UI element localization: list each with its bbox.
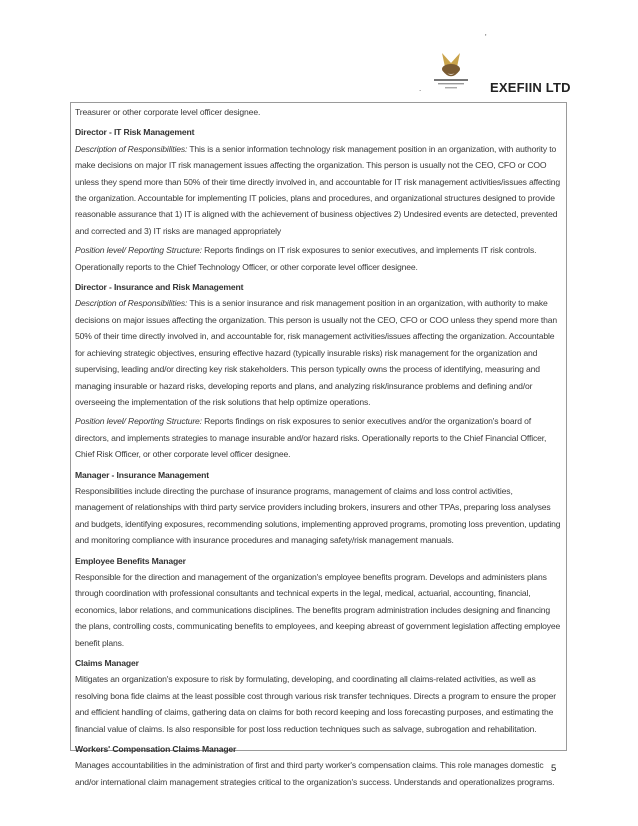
section-body-insurance-manager: Responsibilities include directing the purchase of insurance programs, management of claims and loss control activities, management of relationships with third party service providers including brokers, insurers and other TPAs, preparing loss analyses and budgets, identifying exposures, recommending solutions, implementing approved programs, promoting loss prevention, updating and monitoring compliance with insurance procedures and managing safety/risk management manuals. (75, 485, 561, 546)
section-pos-it-risk (75, 242, 561, 275)
section-title-insurance-risk: Director - Insurance and Risk Management (75, 282, 244, 293)
company-logo-icon (428, 49, 474, 95)
section-title-benefits-manager: Employee Benefits Manager (75, 555, 186, 566)
section-title-insurance-manager: Manager - Insurance Management (75, 469, 209, 480)
pos-text: Reports findings on risk exposures to senior executives and/or the organization's board of directors, and implements strategies to manage insurable and/or hazard risks. Operationally reports to the Chief Financial Officer, Chief Risk Officer, or other corporate level officer designee. (75, 416, 547, 460)
stray-mark: . (419, 84, 422, 93)
desc-text: This is a senior information technology risk management position in an organization, with authority to make decisions on major IT risk management issues affecting the organization. This person is usually not the CEO, CFO or COO unless they spend more than 50% of their time directly involved in, and accountable for IT risk management activities/issues affecting the organization. Accountable for implementing IT policies, plans and procedures, and organizational structures designed to provide reasonable assurance that 1) IT is aligned with the achievement of business objectives 2) Undesired events are detected, prevented and corrected and 3) IT risks are managed appropriately (75, 143, 560, 236)
desc-label: Description of Responsibilities: (75, 298, 188, 309)
desc-text: This is a senior insurance and risk management position in an organization, with authority to make decisions on major issues affecting the organization. This person is usually not the CEO, CFO or COO unless they spend more than 50% of their time directly involved in, and accountable for, risk management activities/issues affecting the organization. Accountable for achieving strategic objectives, ensuring effective hazard (typically insurable risks) risk management for the organization and supervising, leading and/or directing key risk stakeholders. This person typically owns the process of identifying, measuring and managing insurable or hazard risks, developing reports and plans, and analyzing risk/insurance problems and defining and/or overseeing the implementation of the risk solutions that help optimize operations. (75, 298, 558, 407)
content-box (70, 102, 567, 787)
section-pos-insurance-risk (75, 413, 561, 462)
section-desc-insurance-risk (75, 295, 561, 410)
pos-text: Reports findings on IT risk exposures to senior executives, and implements IT risk controls. Operationally reports to the Chief Technology Officer, or other corporate level officer designee. (75, 245, 537, 272)
stray-mark: ' (485, 33, 487, 42)
section-title-it-risk: Director - IT Risk Management (75, 127, 195, 138)
section-body-workers-comp: Manages accountabilities in the administration of first and third party worker's compensation claims. This role manages domestic and/or international claim management strategies critical to the organization's success. Understands and operationalizes programs. (75, 760, 555, 787)
section-desc-it-risk (75, 141, 561, 239)
section-title-workers-comp: Workers' Compensation Claims Manager (75, 744, 237, 755)
company-name (490, 80, 571, 95)
page-number: 5 (551, 763, 557, 774)
section-body-benefits-manager: Responsible for the direction and management of the organization's employee benefits program. Develops and administers plans through coordination with professional consultants and technical experts in the legal, medical, actuarial, accounting, financial, economics, labor relations, and communications disciplines. The benefits program administration includes designing and financing the plans, controlling costs, communicating benefits to employees, and keeping abreast of government legislation affecting employee benefit plans. (75, 571, 561, 648)
section-body-claims-manager: Mitigates an organization's exposure to risk by formulating, developing, and coordinating all claims-related activities, as well as resolving bona fide claims at the least possible cost through various risk transfer techniques. Directs a program to ensure the proper and efficient handling of claims, gathering data on claims for both record keeping and loss forecasting purposes, and estimating the financial value of claims. Is also responsible for post loss reduction techniques such as salvage, subrogation and rehabilitation. (75, 674, 556, 734)
intro-tail: Treasurer or other corporate level officer designee. (75, 107, 261, 117)
pos-label: Position level/ Reporting Structure: (75, 416, 202, 427)
pos-label: Position level/ Reporting Structure: (75, 245, 202, 256)
company-name-text: EXEFIIN LTD (490, 80, 571, 95)
section-title-claims-manager: Claims Manager (75, 658, 139, 668)
desc-label: Description of Responsibilities: (75, 143, 188, 154)
